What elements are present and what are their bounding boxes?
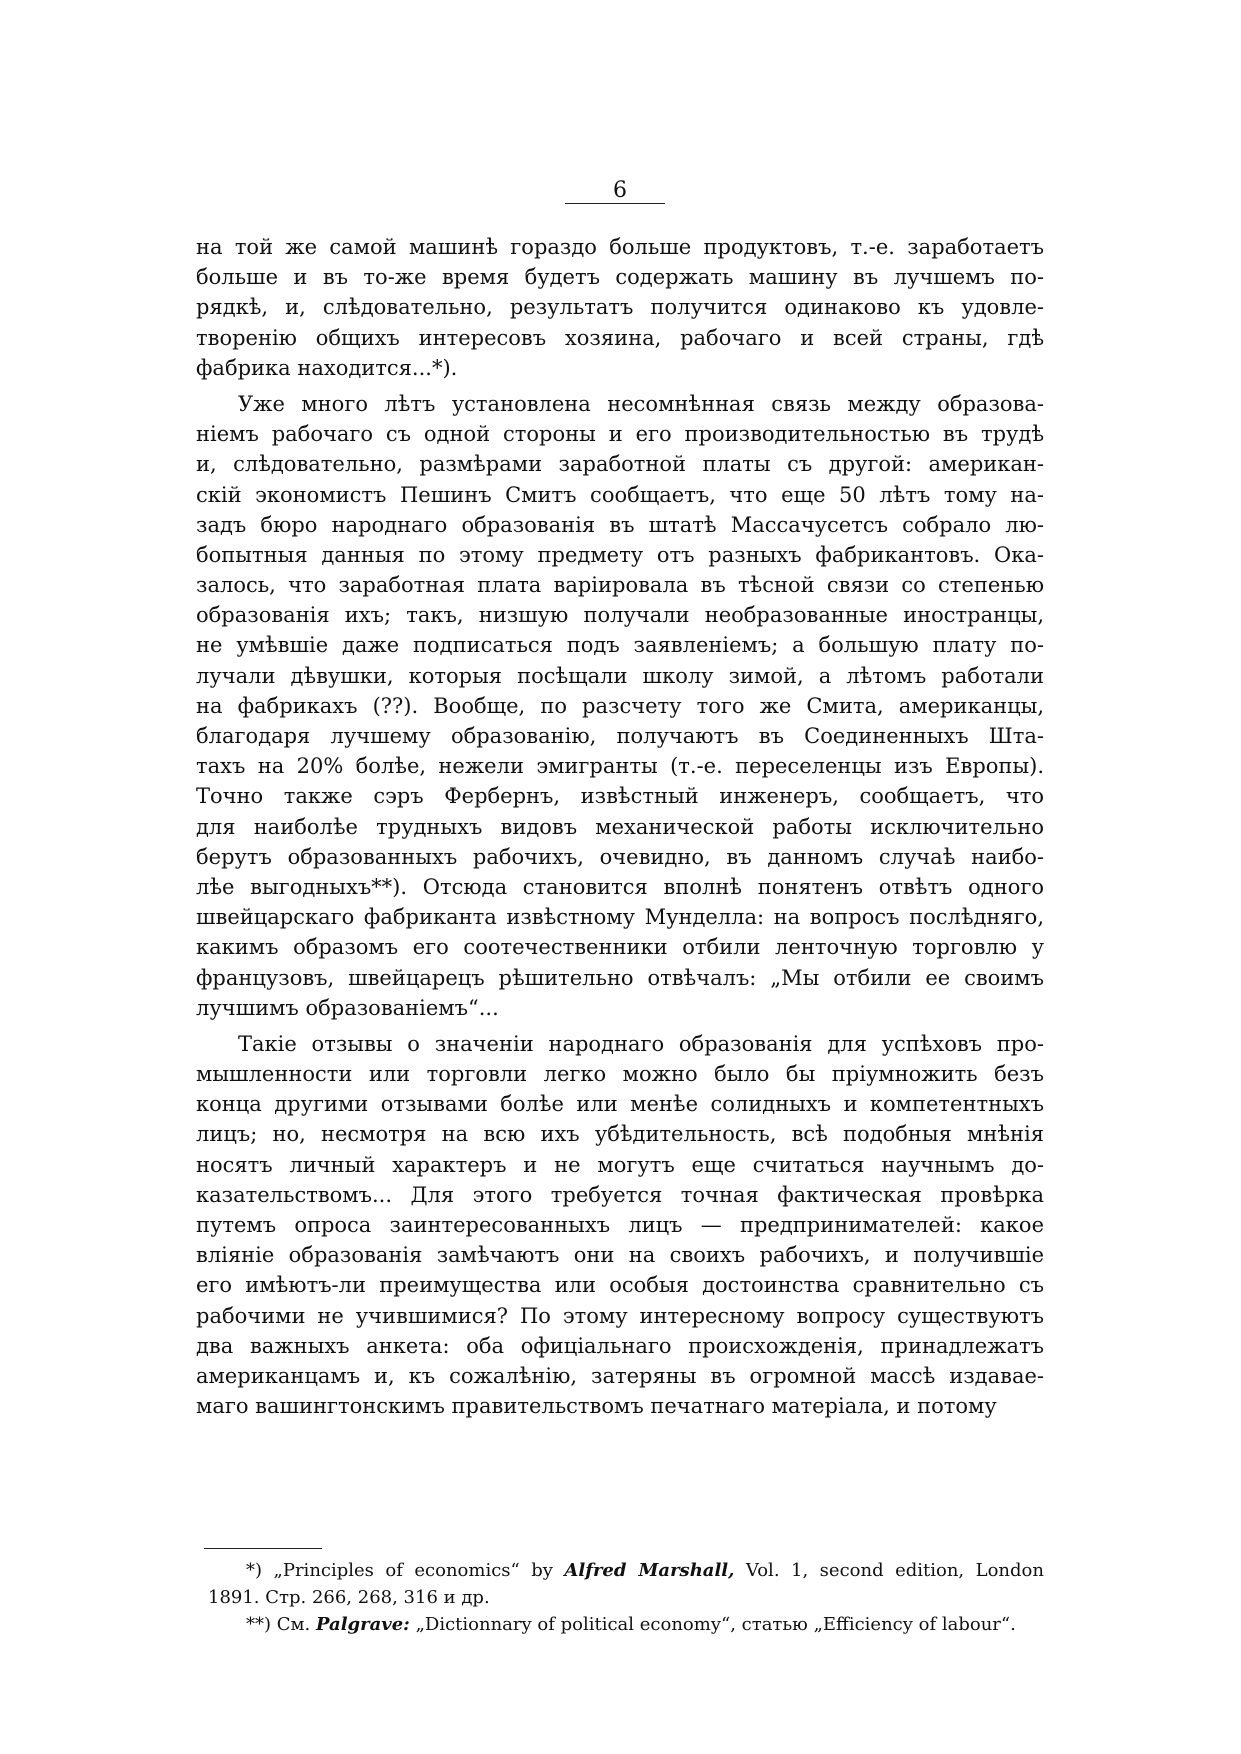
footnote-1-marker: *) — [246, 1560, 263, 1581]
text-line: лицъ; но, несмотря на всю ихъ убѣдительность, всѣ подобныя мнѣнія — [196, 1122, 1044, 1147]
text-line: Такіе отзывы о значеніи народнаго образованія для успѣховъ про- — [238, 1031, 1044, 1056]
text-line: больше и въ то-же время будетъ содержать машину въ лучшемъ по- — [196, 265, 1044, 290]
text-line: на фабрикахъ (??). Вообще, по разсчету того же Смита, американцы, — [196, 693, 1044, 718]
text-line: бопытныя данныя по этому предмету отъ разныхъ фабрикантовъ. Ока- — [196, 542, 1044, 567]
page-number: 6 — [613, 178, 627, 203]
text-line: вліяніе образованія замѣчаютъ они на своихъ рабочихъ, и получившіе — [196, 1243, 1044, 1268]
paragraphs — [196, 232, 1044, 1421]
text-line: Точно также сэръ Фербернъ, извѣстный инженеръ, сообщаетъ, что — [196, 784, 1044, 809]
footnotes — [208, 1557, 1044, 1638]
footnote-rule — [204, 1548, 322, 1549]
text-line: какимъ образомъ его соотечественники отбили ленточную торговлю у — [196, 935, 1044, 960]
text-line: два важныхъ анкета: оба офиціальнаго происхожденія, принадлежатъ — [196, 1333, 1044, 1358]
text-line: на той же самой машинѣ гораздо больше продуктовъ, т.-е. заработаетъ — [196, 235, 1044, 259]
text-line: берутъ образованныхъ рабочихъ, очевидно, въ данномъ случаѣ наибо- — [196, 844, 1044, 869]
text-line: французовъ, швейцарецъ рѣшительно отвѣчалъ: „Мы отбили ее своимъ — [196, 965, 1044, 990]
text-line: скій экономистъ Пешинъ Смитъ сообщаетъ, что еще 50 лѣтъ тому на- — [196, 482, 1044, 507]
text-line: благодаря лучшему образованію, получаютъ въ Соединенныхъ Шта- — [196, 724, 1044, 748]
footnote-1-line-1 — [208, 1557, 1044, 1584]
text-line: носятъ личный характеръ и не могутъ еще считаться научнымъ до- — [196, 1152, 1044, 1177]
text-line: рабочими не учившимися? По этому интересному вопросу существуютъ — [196, 1303, 1044, 1328]
footnote-2-marker: **) См. — [246, 1614, 311, 1635]
text-line: творенію общихъ интересовъ хозяина, рабочаго и всей страны, гдѣ — [196, 325, 1044, 350]
text-line: швейцарскаго фабриканта извѣстному Мунделла: на вопросъ послѣдняго, — [196, 905, 1044, 930]
text-line: лучшимъ образованіемъ“... — [196, 995, 499, 1020]
text-line: лѣе выгодныхъ**). Отсюда становится вполнѣ понятенъ отвѣтъ одного — [196, 874, 1044, 899]
text-line: Уже много лѣтъ установлена несомнѣнная связь между образова- — [238, 391, 1044, 416]
footnote-1-rest: Vol. 1, second edition, London — [745, 1560, 1044, 1581]
text-line: тахъ на 20% болѣе, нежели эмигранты (т.-е. переселенцы изъ Европы). — [196, 754, 1044, 779]
footnote-1-line-2: 1891. Стр. 266, 268, 316 и др. — [208, 1587, 490, 1608]
text-line: конца другими отзывами болѣе или менѣе солидныхъ и компетентныхъ — [196, 1092, 1044, 1117]
text-line: для наиболѣе трудныхъ видовъ механической работы исключительно — [196, 814, 1044, 839]
text-line: фабрика находится...*). — [196, 355, 458, 380]
text-line: образованія ихъ; такъ, низшую получали необразованные иностранцы, — [196, 603, 1044, 628]
footnote-2-rest: „Dictionnary of political economy“, статью „Efficiency of labour“. — [415, 1614, 1016, 1635]
text-line: залось, что заработная плата варіировала въ тѣсной связи со степенью — [196, 573, 1044, 598]
footnote-2-author: Palgrave: — [315, 1614, 410, 1635]
text-line: американцамъ и, къ сожалѣнію, затеряны въ огромной массѣ издавае- — [196, 1363, 1044, 1388]
text-line: ніемъ рабочаго съ одной стороны и его производительностью въ трудѣ — [196, 422, 1044, 447]
text-line: путемъ опроса заинтересованныхъ лицъ — предпринимателей: какое — [196, 1213, 1044, 1237]
body-text — [196, 232, 1044, 1421]
footnote-2 — [208, 1611, 1044, 1638]
text-line: задъ бюро народнаго образованія въ штатѣ Массачусетсъ собрало лю- — [196, 512, 1044, 537]
text-line: лучали дѣвушки, которыя посѣщали школу зимой, а лѣтомъ работали — [196, 663, 1044, 688]
text-line: мышленности или торговли легко можно было бы пріумножить безъ — [196, 1062, 1044, 1087]
text-line: его имѣютъ-ли преимущества или особыя достоинства сравнительно съ — [196, 1273, 1044, 1298]
text-line: маго вашингтонскимъ правительствомъ печатнаго матеріала, и потому — [196, 1394, 997, 1419]
page-number-rule — [565, 203, 665, 204]
footnote-1-title: „Principles of economics“ by — [273, 1560, 553, 1581]
text-line: рядкѣ, и, слѣдовательно, результатъ получится одинаково къ удовле- — [196, 295, 1044, 320]
text-line: казательствомъ... Для этого требуется точная фактическая провѣрка — [196, 1182, 1044, 1207]
footnote-1-author: Alfred Marshall, — [564, 1560, 735, 1581]
text-line: не умѣвшіе даже подписаться подъ заявленіемъ; а большую плату по- — [196, 633, 1044, 658]
text-line: и, слѣдовательно, размѣрами заработной платы съ другой: американ- — [196, 452, 1044, 477]
